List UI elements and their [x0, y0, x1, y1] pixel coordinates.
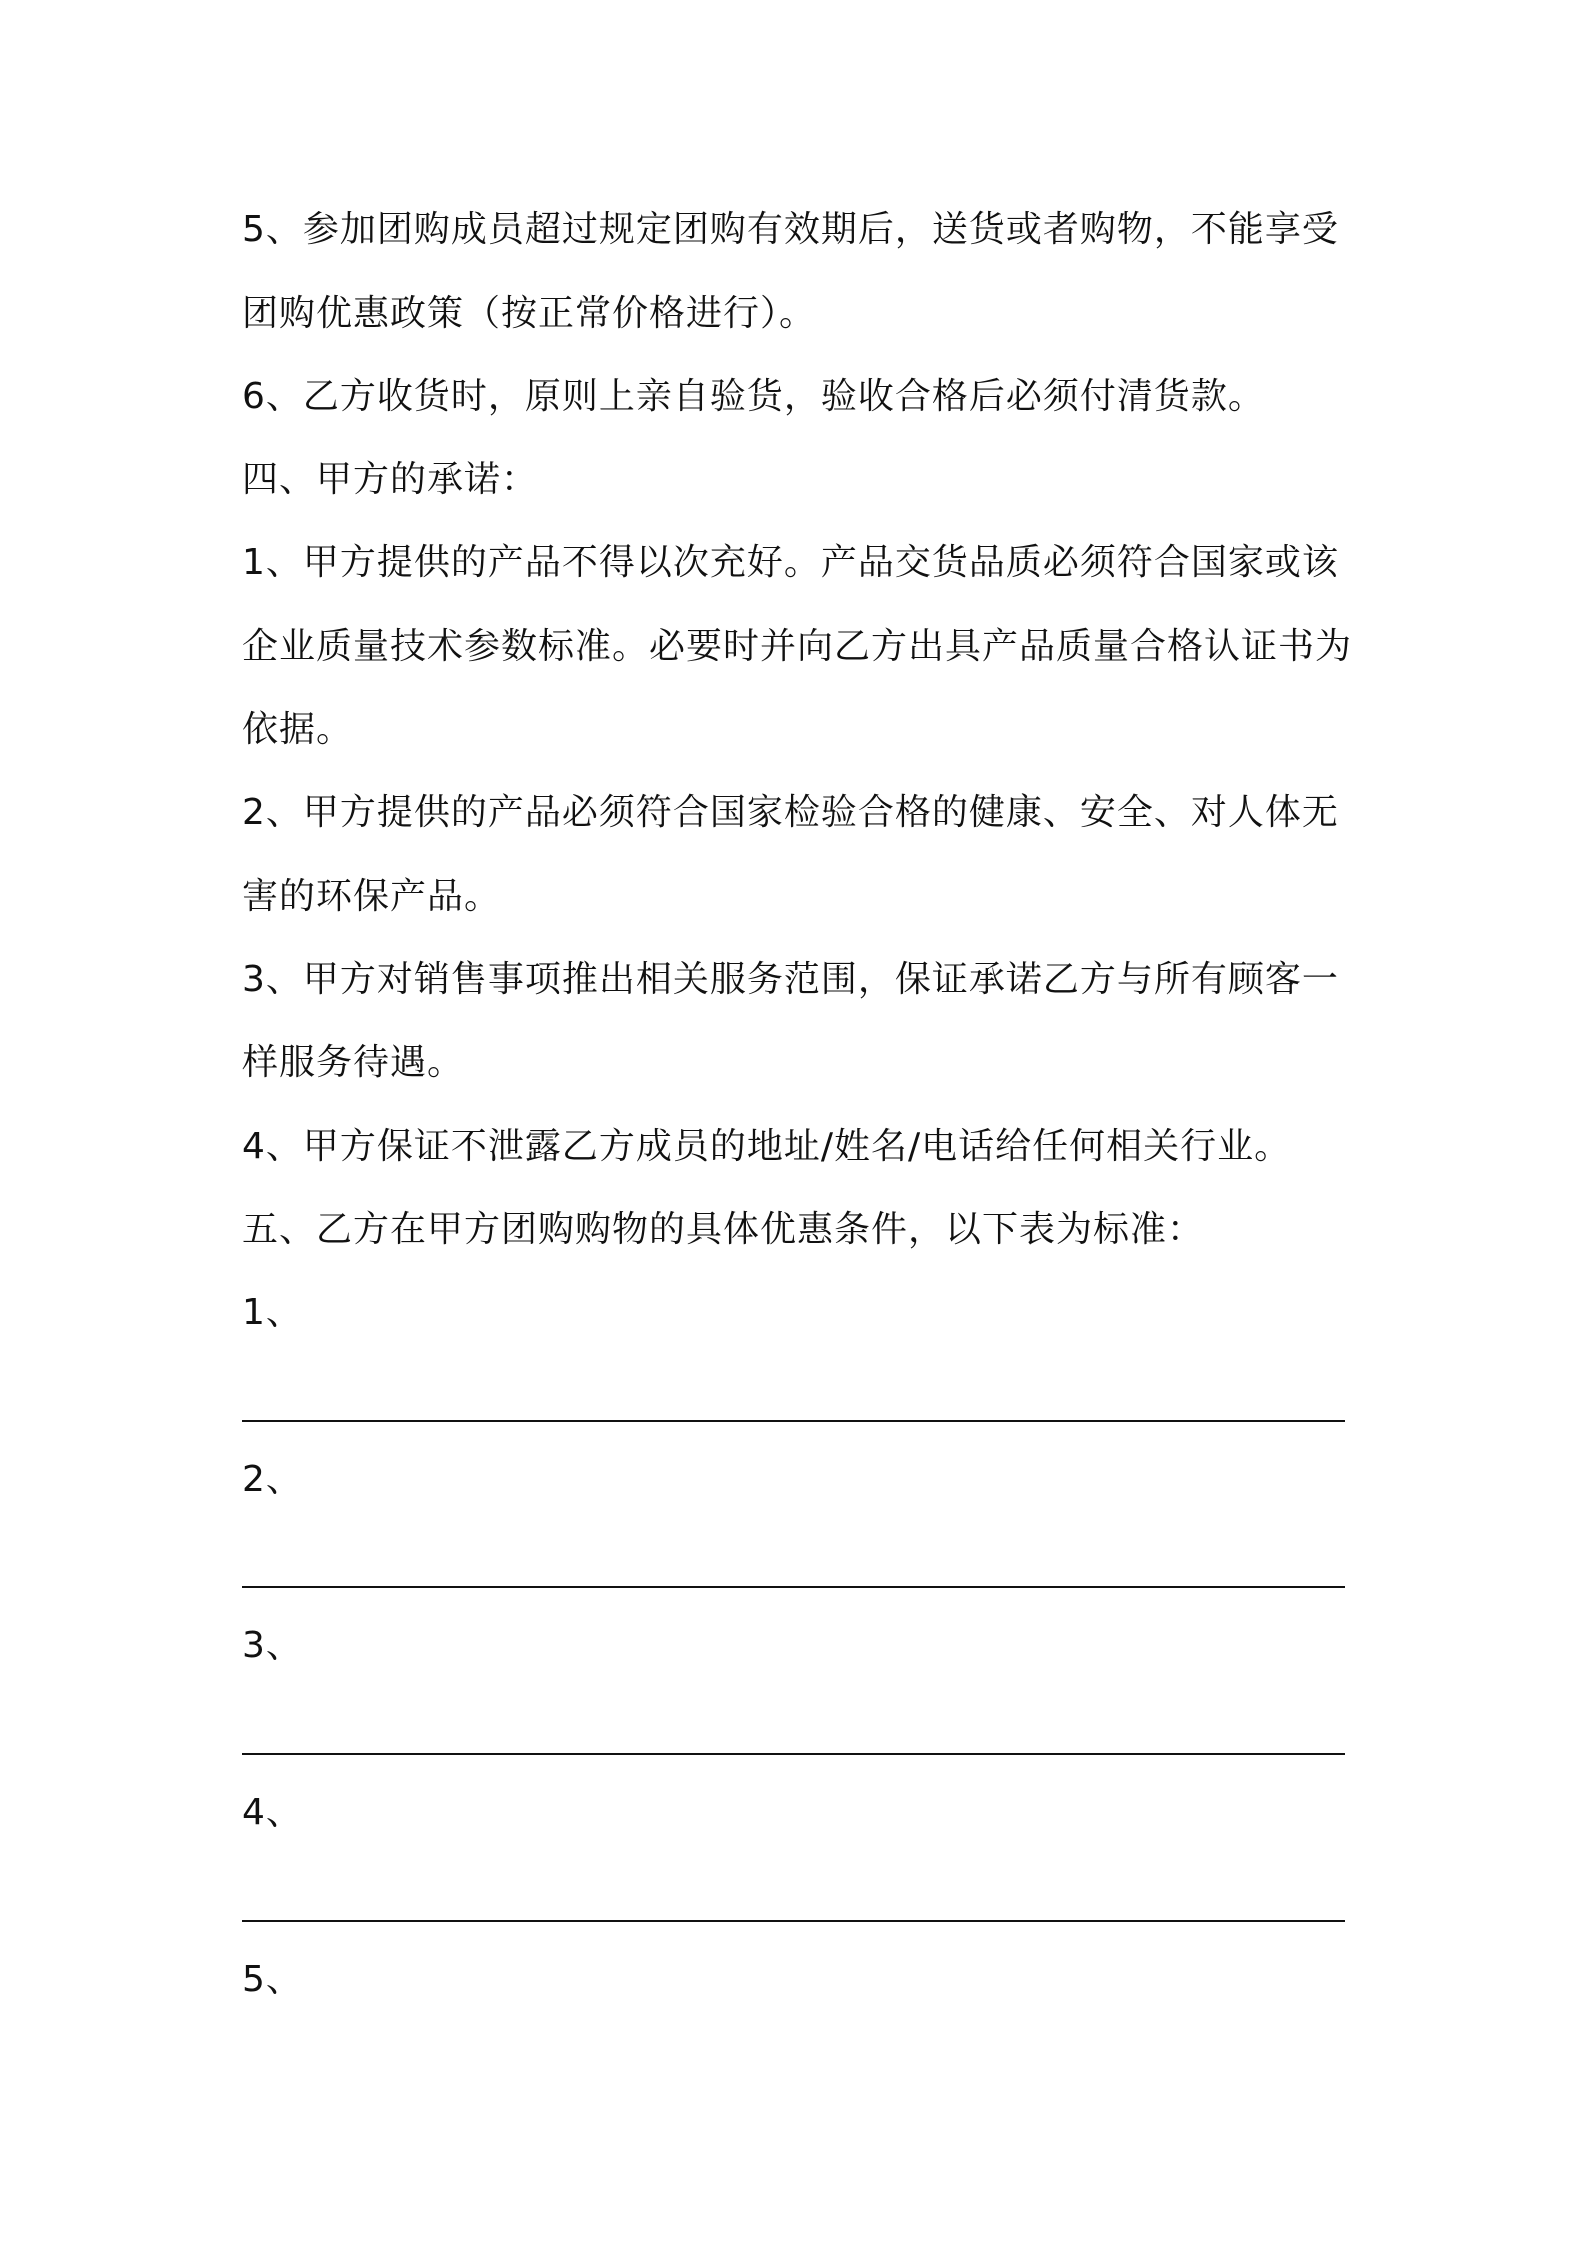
clause-4-3-line-2: 样服务待遇。	[242, 1042, 465, 1083]
clause-4-3-line-1: 3、甲方对销售事项推出相关服务范围，保证承诺乙方与所有顾客一	[242, 959, 1339, 1000]
blank-item-label: 1、	[242, 1292, 303, 1333]
clause-4-1-line-3: 依据。	[242, 709, 354, 750]
clause-3-5-line-1: 5、参加团购成员超过规定团购有效期后，送货或者购物，不能享受	[242, 209, 1339, 250]
clause-3-5-line-2: 团购优惠政策（按正常价格进行）。	[242, 293, 817, 334]
clause-4-2-line-1: 2、甲方提供的产品必须符合国家检验合格的健康、安全、对人体无	[242, 792, 1339, 833]
blank-item-label: 2、	[242, 1459, 303, 1500]
clause-4-4: 4、甲方保证不泄露乙方成员的地址/姓名/电话给任何相关行业。	[242, 1126, 1292, 1167]
blank-fill-line	[242, 1420, 1345, 1422]
blank-item-label: 5、	[242, 1959, 303, 2000]
clause-4-2-line-2: 害的环保产品。	[242, 876, 502, 917]
section-5-heading: 五、乙方在甲方团购购物的具体优惠条件，以下表为标准：	[242, 1209, 1205, 1250]
section-4-heading: 四、甲方的承诺：	[242, 459, 539, 500]
blank-item-label: 4、	[242, 1792, 303, 1833]
clause-3-6: 6、乙方收货时，原则上亲自验货，验收合格后必须付清货款。	[242, 376, 1265, 417]
blank-item-label: 3、	[242, 1625, 303, 1666]
blank-fill-line	[242, 1753, 1345, 1755]
blank-fill-line	[242, 1920, 1345, 1922]
clause-4-1-line-2: 企业质量技术参数标准。必要时并向乙方出具产品质量合格认证书为	[242, 626, 1353, 667]
clause-4-1-line-1: 1、甲方提供的产品不得以次充好。产品交货品质必须符合国家或该	[242, 542, 1339, 583]
blank-fill-line	[242, 1586, 1345, 1588]
